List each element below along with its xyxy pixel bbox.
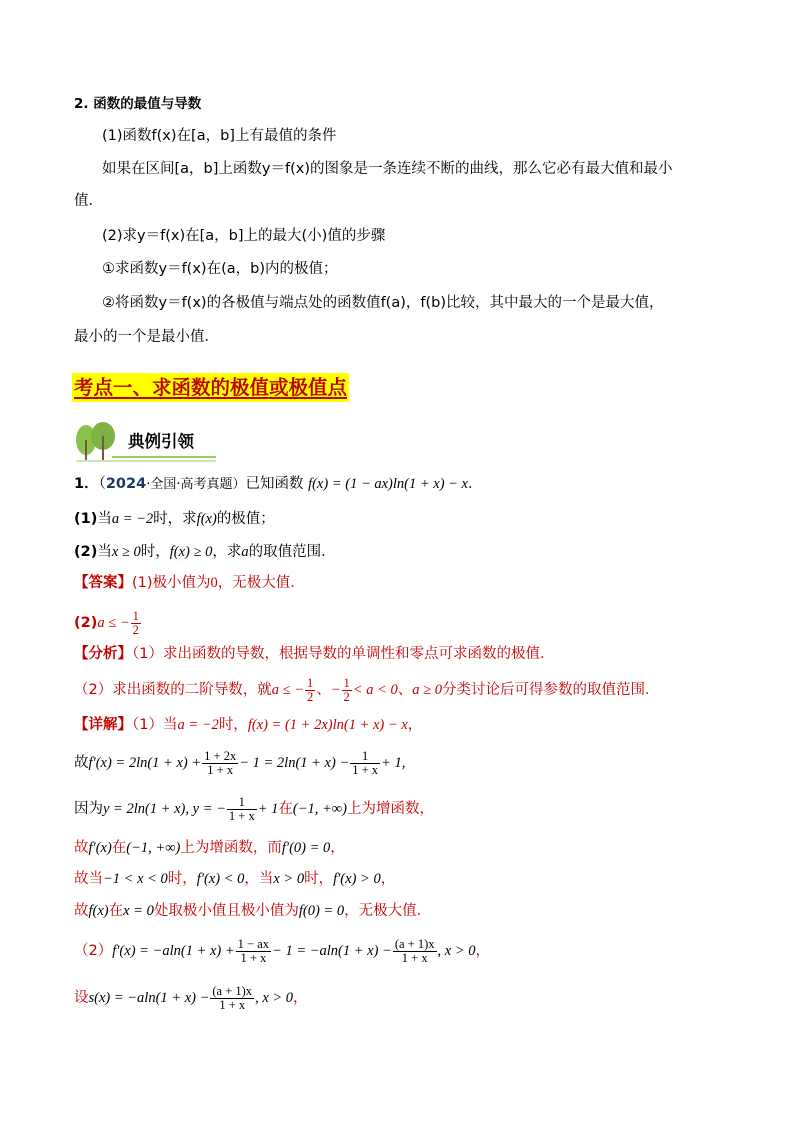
detail-7-frac-1-num: 1 − ax — [237, 936, 270, 951]
section-2-para-3: (2)求y＝f(x)在[a，b]上的最大(小)值的步骤 — [102, 228, 386, 244]
problem-number: 1． — [74, 476, 99, 492]
q2-cond: x ≥ 0 — [111, 544, 141, 560]
detail-line-7 — [74, 933, 490, 969]
detail-3-b: + 1 — [257, 801, 279, 817]
analysis-2-end: 分类讨论后可得参数的取值范围． — [441, 682, 660, 698]
detail-4-mid2: 上为增函数，而 — [180, 840, 282, 856]
detail-4-b: f′(0) = 0 — [281, 840, 331, 856]
detail-line-8 — [74, 980, 308, 1016]
answer-2-num: 1 — [132, 608, 139, 623]
q1-cond: a = −2 — [111, 511, 154, 527]
detail-5-mid2: ，当 — [244, 871, 274, 887]
detail-5-b: f′(x) < 0 — [196, 871, 245, 887]
detail-1-formula: f(x) = (1 + 2x)ln(1 + x) − x — [247, 717, 408, 733]
analysis-c2-den: 2 — [343, 689, 350, 704]
detail-label: 【详解】 — [74, 717, 132, 733]
banner-title: 典例引领 — [128, 432, 194, 451]
q2-ineq: f(x) ≥ 0 — [169, 544, 213, 560]
analysis-c2-num: 1 — [343, 675, 350, 690]
detail-8-frac-num: (a + 1)x — [212, 983, 253, 998]
q2-a: a — [241, 544, 249, 560]
detail-7-frac-2-num: (a + 1)x — [394, 936, 435, 951]
detail-8-frac — [210, 985, 254, 1012]
detail-1-pre: （1）当 — [132, 717, 178, 733]
detail-2-b: − 1 = 2ln(1 + x) − — [239, 755, 350, 771]
analysis-c2-minus: − — [330, 682, 341, 698]
detail-2-c: + 1, — [381, 755, 406, 771]
analysis-sep-1: 、 — [316, 682, 331, 698]
section-2-para-2b: 值． — [74, 193, 103, 209]
detail-4-end: ， — [330, 840, 345, 856]
detail-3-frac-den: 1 + x — [228, 808, 255, 823]
analysis-line-2 — [74, 673, 659, 707]
analysis-c3: a ≥ 0 — [412, 682, 442, 698]
detail-7-c: , x > 0 — [437, 943, 476, 959]
answer-1-pre: (1)极小值为 — [132, 575, 211, 591]
detail-2-frac-1 — [202, 750, 238, 777]
detail-5-mid: 时， — [167, 871, 197, 887]
detail-7-frac-2-den: 1 + x — [401, 950, 428, 965]
detail-7-frac-2 — [393, 938, 437, 965]
detail-8-end: ， — [293, 990, 308, 1006]
q1-pre: 当 — [97, 511, 112, 527]
section-2-title: 2. 函数的最值与导数 — [74, 96, 202, 112]
q2-mid2: ，求 — [212, 544, 242, 560]
detail-8-frac-den: 1 + x — [219, 997, 246, 1012]
detail-4-interval: (−1, +∞) — [126, 840, 181, 856]
detail-7-frac-1 — [236, 938, 271, 965]
detail-5-end: ， — [380, 871, 396, 887]
detail-7-b: − 1 = −aln(1 + x) − — [272, 943, 392, 959]
detail-7-a: f′(x) = −aln(1 + x) + — [112, 943, 235, 959]
detail-3-frac-num: 1 — [227, 796, 257, 810]
answer-line-2 — [74, 606, 142, 640]
detail-6-pre: 故 — [74, 903, 89, 919]
detail-1-end: ， — [407, 717, 423, 733]
q2-pre: 当 — [97, 544, 112, 560]
answer-2-den: 2 — [132, 622, 139, 637]
detail-2-frac-2 — [350, 750, 380, 777]
detail-line-6 — [74, 901, 431, 921]
answer-line-1 — [74, 573, 305, 593]
detail-2-frac-2-num: 1 — [350, 750, 380, 764]
q1-end: 的极值； — [216, 511, 275, 527]
q1-mid: 时，求 — [153, 511, 197, 527]
detail-5-a: −1 < x < 0 — [103, 871, 168, 887]
source-rest: ·全国·高考真题） — [146, 477, 246, 492]
detail-3-interval: (−1, +∞) — [292, 801, 347, 817]
q2-mid: 时， — [140, 544, 170, 560]
detail-2-a: f′(x) = 2ln(1 + x) + — [88, 755, 202, 771]
source-open: （ — [98, 476, 106, 492]
detail-line-4 — [74, 838, 345, 858]
detail-6-mid: 在 — [108, 903, 124, 919]
detail-3-mid: 在 — [278, 801, 293, 817]
analysis-c2-rest: < a < 0 — [352, 682, 398, 698]
detail-3-frac — [227, 796, 257, 823]
analysis-label: 【分析】 — [74, 646, 132, 662]
stem-pre: 已知函数 — [245, 476, 304, 492]
detail-1-mid: 时， — [218, 717, 248, 733]
detail-line-3 — [74, 791, 434, 827]
detail-6-end: ，无极大值． — [344, 903, 432, 919]
answer-1-zero: 0 — [210, 575, 218, 591]
detail-5-pre: 故当 — [74, 871, 103, 887]
q1-fx: f(x) — [196, 511, 217, 527]
answer-label: 【答案】 — [74, 575, 132, 591]
detail-4-pre: 故 — [74, 840, 89, 856]
analysis-1: （1）求出函数的导数，根据导数的单调性和零点可求函数的极值． — [132, 646, 555, 662]
section-2-para-4: ①求函数y＝f(x)在(a，b)内的极值； — [102, 261, 338, 277]
detail-8-a: s(x) = −aln(1 + x) − — [88, 990, 210, 1006]
analysis-sep-2: 、 — [397, 682, 413, 698]
analysis-c1-fraction — [305, 677, 315, 704]
question-1 — [74, 509, 275, 529]
answer-2-fraction — [131, 610, 141, 637]
section-2-para-5b: 最小的一个是最小值． — [74, 329, 219, 345]
analysis-line-1 — [74, 644, 554, 664]
detail-4-a: f′(x) — [88, 840, 112, 856]
detail-line-5 — [74, 869, 395, 889]
detail-4-mid: 在 — [111, 840, 127, 856]
detail-2-frac-1-den: 1 + x — [207, 762, 234, 777]
detail-7-pre: （2） — [74, 943, 113, 959]
q1-label: (1) — [74, 511, 98, 527]
detail-3-a: y = 2ln(1 + x), y = − — [103, 801, 226, 817]
detail-2-frac-2-den: 1 + x — [352, 762, 379, 777]
detail-3-pre: 因为 — [74, 801, 103, 817]
detail-5-d: f′(x) > 0 — [333, 871, 381, 887]
detail-2-frac-1-num: 1 + 2x — [204, 748, 237, 763]
stem-end: ． — [468, 476, 483, 492]
section-2-para-5a: ②将函数y＝f(x)的各极值与端点处的函数值f(a)，f(b)比较，其中最大的一个是最大值， — [102, 295, 664, 311]
problem-stem — [74, 474, 483, 495]
detail-7-frac-1-den: 1 + x — [240, 950, 267, 965]
detail-6-c: f(0) = 0 — [298, 903, 345, 919]
analysis-c1-num: 1 — [306, 675, 314, 690]
detail-7-end: ， — [475, 943, 490, 959]
analysis-c1: a ≤ − — [271, 682, 304, 698]
answer-1-end: ，无极大值． — [217, 575, 305, 591]
detail-3-end: 上为增函数， — [346, 801, 434, 817]
detail-1-cond: a = −2 — [177, 717, 219, 733]
stem-formula: f(x) = (1 − ax)ln(1 + x) − x — [308, 476, 468, 492]
section-2-para-1: (1)函数f(x)在[a，b]上有最值的条件 — [102, 128, 337, 144]
answer-2-label: (2) — [74, 615, 98, 631]
detail-line-1 — [74, 715, 422, 735]
kaodian-heading: 考点一、求函数的极值或极值点 — [72, 373, 349, 402]
detail-8-pre: 设 — [74, 990, 89, 1006]
detail-5-c: x > 0 — [273, 871, 305, 887]
q2-label: (2) — [74, 544, 98, 560]
question-2 — [74, 542, 336, 562]
detail-6-mid2: 处取极小值且极小值为 — [153, 903, 299, 919]
detail-6-b: x = 0 — [123, 903, 154, 919]
detail-8-b: , x > 0 — [255, 990, 294, 1006]
analysis-c2-fraction — [342, 677, 352, 704]
detail-line-2 — [74, 745, 405, 781]
q2-end: 的取值范围． — [248, 544, 336, 560]
detail-5-mid3: 时， — [304, 871, 334, 887]
answer-2-ineq: a ≤ − — [97, 615, 130, 631]
analysis-c1-den: 2 — [306, 689, 314, 704]
analysis-2-pre: （2）求出函数的二阶导数，就 — [74, 682, 272, 698]
detail-6-a: f(x) — [88, 903, 109, 919]
source-year: 2024 — [105, 476, 147, 492]
section-2-para-2a: 如果在区间[a，b]上函数y＝f(x)的图象是一条连续不断的曲线，那么它必有最大值和最小 — [102, 161, 673, 177]
detail-2-pre: 故 — [74, 755, 89, 771]
